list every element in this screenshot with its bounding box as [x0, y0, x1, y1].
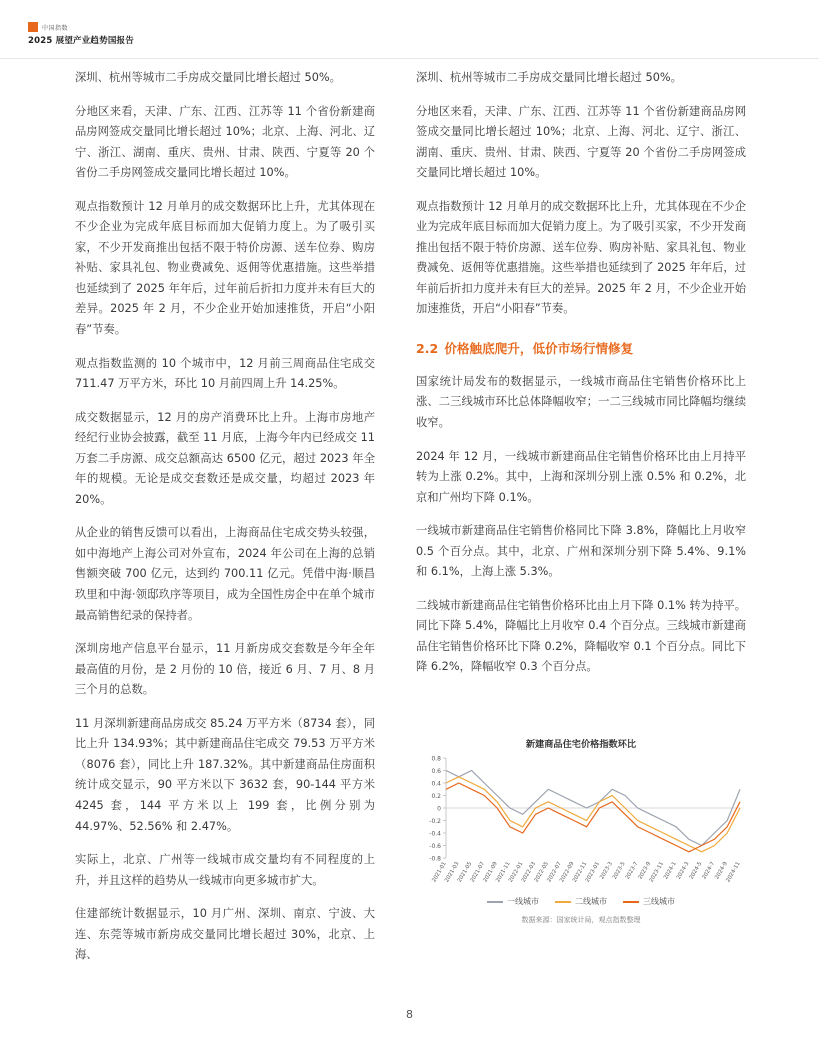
svg-text:2024-1: 2024-1: [663, 861, 678, 881]
page-number: 8: [406, 1008, 413, 1021]
paragraph: 深圳、杭州等城市二手房成交量同比增长超过 50%。: [75, 71, 341, 84]
svg-text:2022-07: 2022-07: [546, 861, 563, 884]
svg-text:2024-9: 2024-9: [714, 861, 729, 881]
svg-text:-0.2: -0.2: [429, 818, 441, 826]
svg-text:2021-05: 2021-05: [456, 861, 474, 884]
paragraph: 二线城市新建商品住宅销售价格环比由上月下降 0.1% 转为持平。同比下降 5.4%，降幅比上月收窄 0.4 个百分点。三线城市新建商品住宅销售价格环比下降 0.2%，降幅收窄 0.1 个百分点。同比下降 6.2%，降幅收窄 0.3 个百分点。: [416, 598, 746, 674]
legend-label: 三线城市: [643, 897, 675, 906]
paragraph: 住建部统计数据显示，10 月广州、深圳、南京、宁波、大连、东莞等城市新房成交量同比增长超过 30%，北京、上海、: [75, 907, 375, 962]
svg-text:0.6: 0.6: [431, 768, 441, 776]
paragraph: 成交数据显示，12 月的房产消费环比上升。上海市房地产经纪行业协会披露，截至 11 月底，上海今年内已经成交 11 万套二手房源、成交总额高达 6500 亿元，超过 2023 年全年的规模。无论是成交套数还是成交量，均超过 2023 年 20%。: [75, 410, 375, 506]
paragraph: 深圳房地产信息平台显示，11 月新房成交套数是今年全年最高值的月份，是 2 月份的 10 倍，接近 6 月、7 月、8 月三个月的总数。: [75, 642, 375, 697]
svg-text:2023-7: 2023-7: [624, 861, 640, 881]
brand-subtitle: 中国指数: [42, 24, 69, 32]
left-text-column: [75, 68, 375, 979]
svg-text:2021-11: 2021-11: [495, 861, 512, 884]
svg-text:2021-09: 2021-09: [482, 861, 499, 884]
svg-text:2024-7: 2024-7: [701, 861, 717, 881]
svg-text:2022-09: 2022-09: [559, 861, 576, 884]
svg-text:2021-01: 2021-01: [431, 861, 448, 884]
brand-mark-icon: [28, 22, 38, 32]
header-divider: [0, 58, 819, 59]
paragraph: 从企业的销售反馈可以看出，上海商品住宅成交势头较强，如中海地产上海公司对外宣布，2024 年公司在上海的总销售额突破 700 亿元，达到约 700.11 亿元。凭借中海·顺昌玖里和中海·领邸玖序等项目，成为全国性房企中在单个城市最高销售纪录的保持者。: [75, 526, 375, 622]
paragraph: 一线城市新建商品住宅销售价格同比下降 3.8%，降幅比上月收窄 0.5 个百分点。其中，北京、广州和深圳分别下降 5.4%、9.1% 和 6.1%，上海上涨 5.3%。: [416, 524, 746, 579]
paragraph: 分地区来看，天津、广东、江西、江苏等 11 个省份新建商品房网签成交量同比增长超过 10%；北京、上海、河北、辽宁、浙江、湖南、重庆、贵州、甘肃、陕西、宁夏等 20 个省份二手房网签成交量同比增长超过 10%。: [416, 104, 746, 180]
right-text-column: [416, 68, 746, 691]
legend-label: 一线城市: [507, 897, 539, 906]
chart-source: 数据来源：国家统计局，观点指数整理: [521, 916, 641, 924]
svg-text:2024-11: 2024-11: [725, 861, 742, 884]
paragraph: 深圳、杭州等城市二手房成交量同比增长超过 50%。: [416, 71, 682, 84]
paragraph: 分地区来看，天津、广东、江西、江苏等 11 个省份新建商品房网签成交量同比增长超过 10%；北京、上海、河北、辽宁、浙江、湖南、重庆、贵州、甘肃、陕西、宁夏等 20 个省份二手房网签成交量同比增长超过 10%。: [75, 104, 375, 180]
svg-text:-0.8: -0.8: [429, 855, 441, 863]
chart-title: 新建商品住宅价格指数环比: [525, 739, 637, 750]
svg-text:2023-9: 2023-9: [637, 861, 653, 881]
svg-text:-0.4: -0.4: [429, 830, 441, 838]
line-chart-svg: [416, 752, 746, 902]
svg-text:2023-5: 2023-5: [611, 861, 627, 881]
svg-text:2024-3: 2024-3: [675, 861, 691, 881]
svg-text:2023-11: 2023-11: [648, 861, 666, 884]
section-heading: [416, 338, 746, 361]
section-number: 2.2: [416, 341, 439, 357]
svg-text:2022-03: 2022-03: [520, 861, 538, 884]
paragraph: 观点指数预计 12 月单月的成交数据环比上升，尤其体现在不少企业为完成年底目标而加大促销力度上。为了吸引买家，不少开发商推出包括不限于特价房源、送车位券、购房补贴、家具礼包、物业费减免、返佣等优惠措施。这些举措也延续到了 2025 年年后，过年前后折扣力度并未有巨大的差异。2025 年 2 月，不少企业开始加速推货，开启“小阳春”节奏。: [416, 199, 746, 316]
paragraph: 11 月深圳新建商品房成交 85.24 万平方米（8734 套），同比上升 134.93%；其中新建商品住宅成交 79.53 万平方米（8076 套），同比上升 187.32%。其中新建商品住房面积统计成交显示，90 平方米以下 3632 套，90-144 平方米 4245 套，144 平方米以上 199 套，比例分别为 44.97%、52.56% 和 2.47%。: [75, 716, 375, 833]
paragraph: 2024 年 12 月，一线城市新建商品住宅销售价格环比由上月持平转为上涨 0.2%。其中，上海和深圳分别上涨 0.5% 和 0.2%，北京和广州均下降 0.1%。: [416, 449, 746, 504]
paragraph: 实际上，北京、广州等一线城市成交量均有不同程度的上升，并且这样的趋势从一线城市向更多城市扩大。: [75, 853, 375, 887]
svg-text:2024-5: 2024-5: [688, 861, 704, 881]
svg-text:2023-3: 2023-3: [599, 861, 614, 881]
svg-text:2022-05: 2022-05: [533, 861, 550, 884]
svg-text:2021-07: 2021-07: [469, 861, 487, 884]
svg-text:-0.6: -0.6: [429, 843, 441, 851]
svg-text:2023-01: 2023-01: [584, 861, 602, 884]
legend-label: 二线城市: [575, 897, 607, 906]
svg-text:2022-01: 2022-01: [507, 861, 525, 884]
chart-plot-area: [416, 752, 746, 892]
paragraph: 观点指数监测的 10 个城市中，12 月前三周商品住宅成交 711.47 万平方米，环比 10 月前四周上升 14.25%。: [75, 356, 375, 391]
svg-text:2021-03: 2021-03: [444, 861, 461, 884]
report-title: 2025 展望产业趋势国报告: [28, 36, 134, 46]
report-logo: [28, 22, 134, 46]
svg-text:0.8: 0.8: [431, 755, 441, 763]
svg-text:0.4: 0.4: [431, 780, 441, 788]
section-title: 价格触底爬升，低价市场行情修复: [444, 341, 634, 357]
svg-text:0: 0: [437, 805, 441, 813]
svg-text:2022-11: 2022-11: [571, 861, 589, 884]
logo-top-row: [28, 22, 134, 32]
paragraph: 国家统计局发布的数据显示，一线城市商品住宅销售价格环比上涨、二三线城市环比总体降幅收窄；一二三线城市同比降幅均继续收窄。: [416, 374, 746, 430]
chart-container: [416, 736, 746, 941]
paragraph: 观点指数预计 12 月单月的成交数据环比上升，尤其体现在不少企业为完成年底目标而加大促销力度上。为了吸引买家，不少开发商推出包括不限于特价房源、送车位券、购房补贴、家具礼包、物业费减免、返佣等优惠措施。这些举措也延续到了 2025 年年后，过年前后折扣力度并未有巨大的差异。2025 年 2 月，不少企业开始加速推货，开启“小阳春”节奏。: [75, 199, 375, 337]
svg-text:0.2: 0.2: [431, 793, 441, 801]
